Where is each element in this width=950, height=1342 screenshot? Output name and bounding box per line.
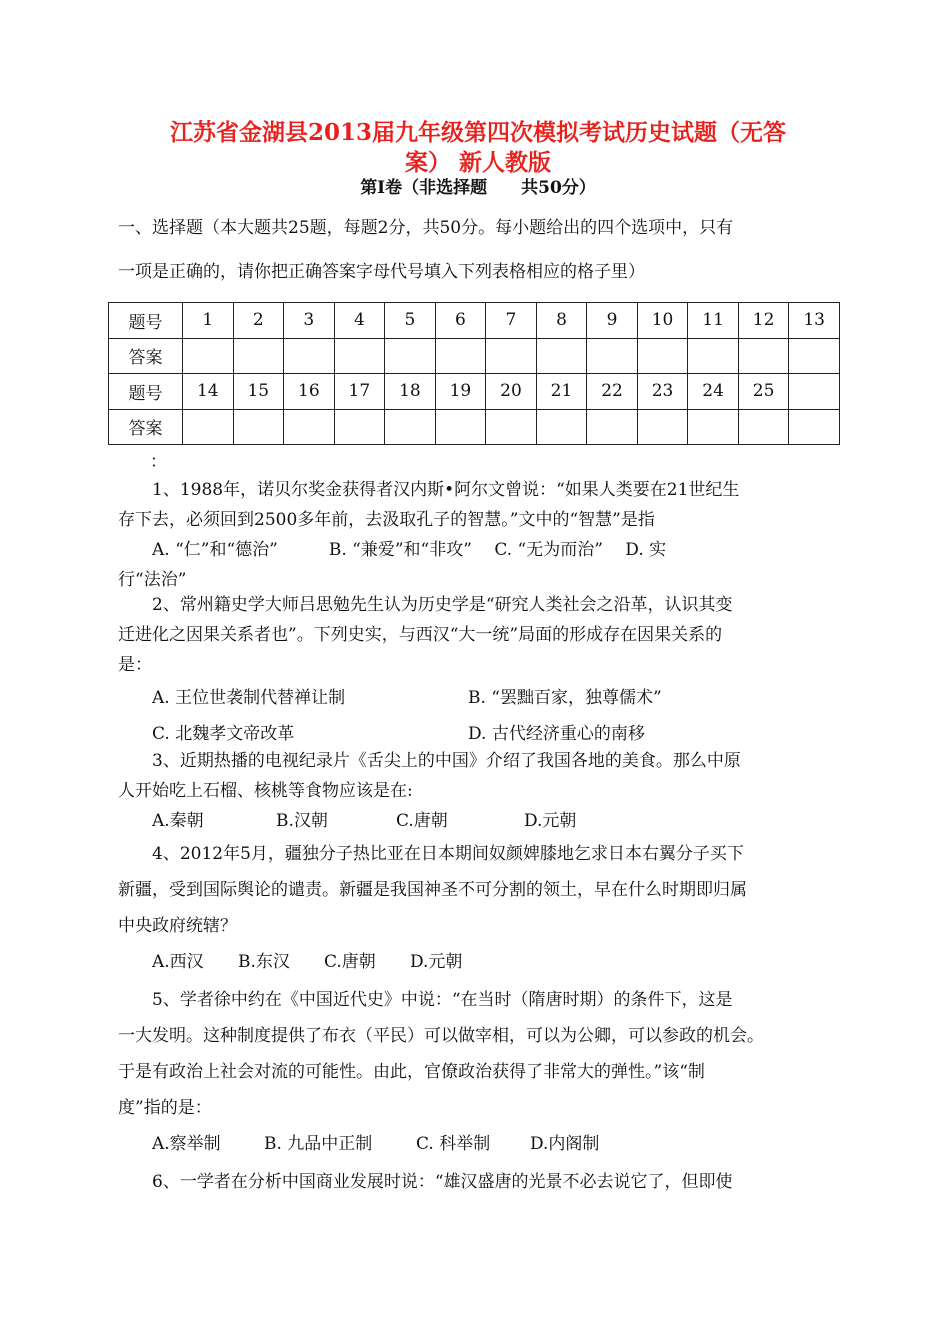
option-d: D.内阁制 — [530, 1134, 600, 1154]
question-3-line-2: 人开始吃上石榴、核桃等食物应该是在: — [118, 781, 413, 801]
option-d: D.元朝 — [410, 952, 463, 972]
question-3 — [118, 746, 840, 836]
table-cell: 2 — [233, 303, 284, 339]
answer-cell[interactable] — [738, 409, 789, 445]
answer-cell[interactable] — [435, 409, 486, 445]
question-2-options-row-1 — [118, 680, 840, 716]
answer-cell[interactable] — [183, 338, 234, 374]
answer-cell[interactable] — [587, 409, 638, 445]
row-label-question-number: 题号 — [109, 303, 183, 339]
question-2-line-1: 2、常州籍史学大师吕思勉先生认为历史学是“研究人类社会之沿革，认识其变 — [152, 595, 733, 615]
question-5-line-1: 5、学者徐中约在《中国近代史》中说：“在当时（隋唐时期）的条件下，这是 — [152, 990, 733, 1010]
answer-cell[interactable] — [789, 409, 840, 445]
document-title — [118, 118, 838, 178]
question-6-line-1: 6、一学者在分析中国商业发展时说：“雄汉盛唐的光景不必去说它了，但即使 — [152, 1172, 733, 1192]
table-cell: 25 — [738, 374, 789, 410]
option-b: B. “罢黜百家，独尊儒术” — [468, 688, 662, 708]
table-cell: 24 — [688, 374, 739, 410]
table-cell: 20 — [486, 374, 537, 410]
table-cell: 12 — [738, 303, 789, 339]
answer-cell[interactable] — [637, 409, 688, 445]
option-b: B.汉朝 — [276, 811, 328, 831]
answer-cell[interactable] — [587, 338, 638, 374]
table-cell: 10 — [637, 303, 688, 339]
answer-cell[interactable] — [233, 338, 284, 374]
answer-cell[interactable] — [385, 409, 436, 445]
table-cell: 6 — [435, 303, 486, 339]
table-cell: 7 — [486, 303, 537, 339]
option-c: C. 北魏孝文帝改革 — [152, 724, 295, 744]
answer-cell[interactable] — [233, 409, 284, 445]
option-b: B. 九品中正制 — [264, 1134, 373, 1154]
title-line-2: 案） 新人教版 — [404, 149, 551, 176]
table-row — [109, 409, 840, 445]
answer-cell[interactable] — [688, 338, 739, 374]
table-cell: 9 — [587, 303, 638, 339]
table-cell: 18 — [385, 374, 436, 410]
answer-cell[interactable] — [385, 338, 436, 374]
option-a: A.察举制 — [152, 1134, 221, 1154]
table-cell: 17 — [334, 374, 385, 410]
table-cell: 1 — [183, 303, 234, 339]
table-cell: 13 — [789, 303, 840, 339]
question-1-line-1: 1、1988年，诺贝尔奖金获得者汉内斯•阿尔文曾说：“如果人类要在21世纪生 — [152, 480, 740, 500]
table-cell: 16 — [284, 374, 335, 410]
option-c: C. 科举制 — [416, 1134, 491, 1154]
question-1 — [118, 475, 840, 595]
section-subtitle: 第Ⅰ卷（非选择题 共50分） — [360, 178, 596, 198]
table-row — [109, 303, 840, 339]
question-1-options-line-1: A. “仁”和“德治” B. “兼爱”和“非攻” C. “无为而治” D. 实 — [152, 540, 667, 560]
table-cell: 3 — [284, 303, 335, 339]
question-2-options — [118, 680, 840, 752]
answer-cell[interactable] — [688, 409, 739, 445]
answer-cell[interactable] — [284, 409, 335, 445]
answer-table — [108, 302, 840, 445]
question-5-line-2: 一大发明。这种制度提供了布衣（平民）可以做宰相，可以为公卿，可以参政的机会。 — [118, 1026, 764, 1046]
option-a: A.秦朝 — [152, 811, 204, 831]
table-cell: 4 — [334, 303, 385, 339]
question-3-line-1: 3、近期热播的电视纪录片《舌尖上的中国》介绍了我国各地的美食。那么中原 — [152, 751, 741, 771]
option-d: D.元朝 — [524, 811, 577, 831]
question-1-options-line-2: 行“法治” — [118, 570, 187, 590]
answer-cell[interactable] — [536, 338, 587, 374]
table-cell: 14 — [183, 374, 234, 410]
question-2-line-3: 是： — [118, 655, 152, 675]
question-2 — [118, 590, 840, 680]
answer-cell[interactable] — [334, 409, 385, 445]
question-5-line-4: 度”指的是： — [118, 1098, 212, 1118]
question-6 — [118, 1164, 840, 1200]
question-5 — [118, 982, 840, 1162]
question-5-line-3: 于是有政治上社会对流的可能性。由此，官僚政治获得了非常大的弹性。”该“制 — [118, 1062, 705, 1082]
question-4-options — [118, 944, 840, 980]
table-cell — [789, 374, 840, 410]
question-2-line-2: 迁进化之因果关系者也”。下列史实，与西汉“大一统”局面的形成存在因果关系的 — [118, 625, 723, 645]
option-c: C.唐朝 — [324, 952, 376, 972]
table-cell: 11 — [688, 303, 739, 339]
option-b: B.东汉 — [238, 952, 290, 972]
question-3-options — [118, 806, 840, 836]
answer-cell[interactable] — [536, 409, 587, 445]
table-cell: 22 — [587, 374, 638, 410]
option-c: C.唐朝 — [396, 811, 448, 831]
instructions-line-2: 一项是正确的，请你把正确答案字母代号填入下列表格相应的格子里） — [118, 262, 645, 282]
row-label-answer: 答案 — [109, 338, 183, 374]
table-cell: 19 — [435, 374, 486, 410]
question-4-line-3: 中央政府统辖？ — [118, 916, 237, 936]
row-label-question-number: 题号 — [109, 374, 183, 410]
answer-cell[interactable] — [738, 338, 789, 374]
instructions-line-1: 一、选择题（本大题共25题，每题2分，共50分。每小题给出的四个选项中，只有 — [118, 218, 734, 238]
answer-cell[interactable] — [486, 409, 537, 445]
question-1-line-2: 存下去，必须回到2500多年前，去汲取孔子的智慧。”文中的“智慧”是指 — [118, 510, 655, 530]
answer-cell[interactable] — [334, 338, 385, 374]
option-a: A.西汉 — [152, 952, 204, 972]
answer-cell[interactable] — [789, 338, 840, 374]
option-a: A. 王位世袭制代替禅让制 — [152, 688, 346, 708]
table-cell: 21 — [536, 374, 587, 410]
section-instructions — [118, 206, 840, 294]
question-4 — [118, 836, 840, 980]
answer-cell[interactable] — [637, 338, 688, 374]
table-row — [109, 374, 840, 410]
answer-cell[interactable] — [435, 338, 486, 374]
table-cell: 8 — [536, 303, 587, 339]
answer-cell[interactable] — [284, 338, 335, 374]
option-d: D. 古代经济重心的南移 — [468, 724, 645, 744]
answer-cell[interactable] — [486, 338, 537, 374]
answer-cell[interactable] — [183, 409, 234, 445]
row-label-answer: 答案 — [109, 409, 183, 445]
title-line-1: 江苏省金湖县2013届九年级第四次模拟考试历史试题（无答 — [169, 119, 786, 146]
table-row — [109, 338, 840, 374]
question-4-line-1: 4、2012年5月，疆独分子热比亚在日本期间奴颜婢膝地乞求日本右翼分子买下 — [152, 844, 744, 864]
stray-colon: ： — [150, 452, 167, 472]
table-cell: 23 — [637, 374, 688, 410]
table-cell: 5 — [385, 303, 436, 339]
table-cell: 15 — [233, 374, 284, 410]
question-5-options — [118, 1126, 840, 1162]
question-4-line-2: 新疆，受到国际舆论的谴责。新疆是我国神圣不可分割的领土，早在什么时期即归属 — [118, 880, 747, 900]
